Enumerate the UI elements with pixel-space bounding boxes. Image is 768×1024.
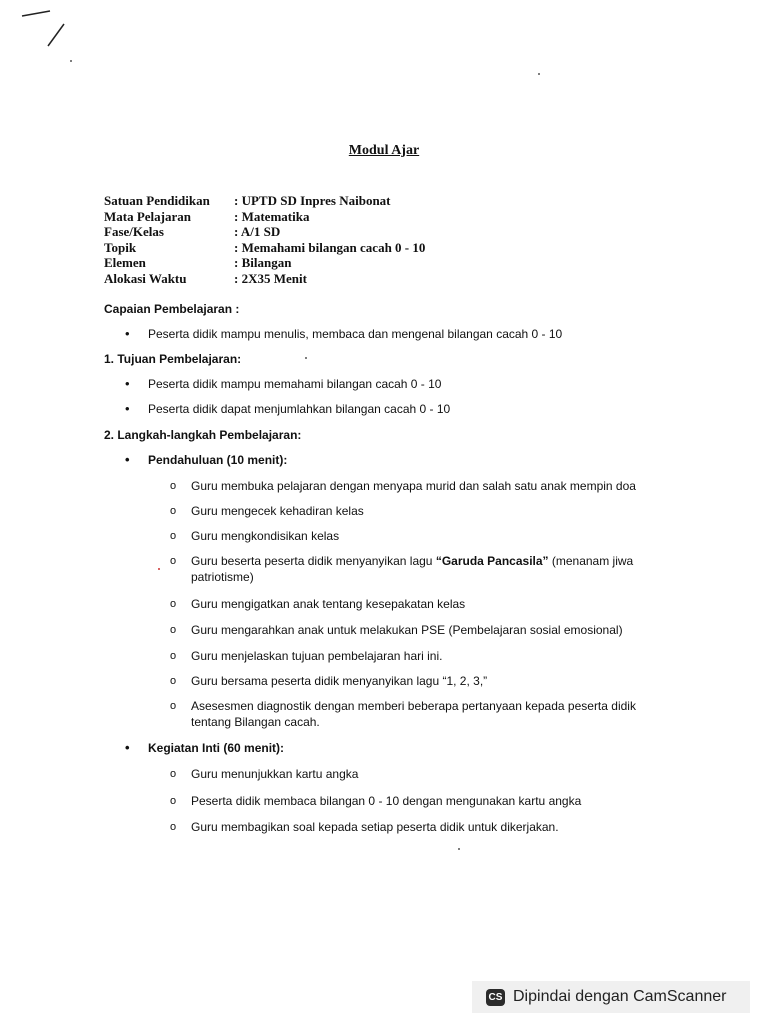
pendahuluan-item: o Guru mengecek kehadiran kelas	[191, 503, 641, 519]
capaian-heading: Capaian Pembelajaran :	[104, 302, 240, 316]
info-value: : Memahami bilangan cacah 0 - 10	[234, 239, 426, 255]
scan-speck	[70, 60, 72, 62]
pendahuluan-item: o Guru menjelaskan tujuan pembelajaran hari ini.	[191, 648, 641, 664]
info-row	[104, 271, 425, 287]
inti-item: o Guru menunjukkan kartu angka	[191, 766, 641, 782]
song-item-text: (menanam jiwa patriotisme)	[191, 554, 634, 584]
song-title: “Garuda Pancasila”	[435, 554, 549, 568]
info-value: : A/1 SD	[234, 224, 281, 240]
pendahuluan-item: o Guru membuka pelajaran dengan menyapa murid dan salah satu anak mempin doa	[191, 478, 641, 494]
info-row	[104, 240, 425, 256]
info-label: Satuan Pendidikan	[104, 193, 210, 208]
info-label: Mata Pelajaran	[104, 208, 192, 224]
tujuan-heading: 1. Tujuan Pembelajaran:	[104, 352, 242, 366]
pen-scribble-mark	[20, 4, 70, 54]
info-value: : UPTD SD Inpres Naibonat	[234, 193, 391, 208]
capaian-item: • Peserta didik mampu menulis, membaca dan mengenal bilangan cacah 0 - 10	[148, 327, 562, 341]
info-label: Elemen	[104, 255, 146, 271]
info-table	[104, 193, 425, 287]
scan-speck	[158, 568, 160, 570]
scan-speck	[305, 357, 307, 359]
info-value: : Matematika	[234, 208, 310, 224]
camscanner-logo-icon: CS	[486, 989, 505, 1006]
info-label: Alokasi Waktu	[104, 270, 187, 286]
inti-label: • Kegiatan Inti (60 menit):	[148, 741, 284, 755]
pendahuluan-item: o Guru bersama peserta didik menyanyikan lagu “1, 2, 3,”	[191, 673, 641, 689]
inti-item: o Peserta didik membaca bilangan 0 - 10 dengan mengunakan kartu angka	[191, 793, 641, 809]
pendahuluan-item: o Asesesmen diagnostik dengan memberi beberapa pertanyaan kepada peserta didik tentang Bilangan cacah.	[191, 698, 641, 730]
pendahuluan-item: o Guru mengarahkan anak untuk melakukan PSE (Pembelajaran sosial emosional)	[191, 622, 641, 638]
info-label: Fase/Kelas	[104, 224, 164, 240]
scan-speck	[538, 73, 540, 75]
tujuan-item: • Peserta didik dapat menjumlahkan bilangan cacah 0 - 10	[148, 402, 450, 416]
info-value: : 2X35 Menit	[234, 270, 307, 286]
info-row	[104, 224, 425, 240]
pendahuluan-item: o Guru mengigatkan anak tentang kesepakatan kelas	[191, 596, 641, 612]
camscanner-watermark	[472, 981, 750, 1013]
info-row	[104, 209, 425, 225]
info-value: : Bilangan	[234, 255, 292, 271]
tujuan-item: • Peserta didik mampu memahami bilangan cacah 0 - 10	[148, 377, 441, 391]
scan-speck	[458, 848, 460, 850]
pendahuluan-item-song	[191, 553, 641, 585]
info-row	[104, 193, 425, 209]
info-label: Topik	[104, 239, 137, 255]
song-item-text: Guru beserta peserta didik menyanyikan lagu	[191, 554, 436, 568]
langkah-heading: 2. Langkah-langkah Pembelajaran:	[104, 428, 302, 442]
info-row	[104, 255, 425, 271]
page-title: Modul Ajar	[348, 143, 420, 158]
pendahuluan-label: • Pendahuluan (10 menit):	[148, 453, 287, 467]
inti-item: o Guru membagikan soal kepada setiap peserta didik untuk dikerjakan.	[191, 819, 641, 835]
pendahuluan-item: o Guru mengkondisikan kelas	[191, 528, 641, 544]
watermark-text: Dipindai dengan CamScanner	[513, 988, 727, 1005]
